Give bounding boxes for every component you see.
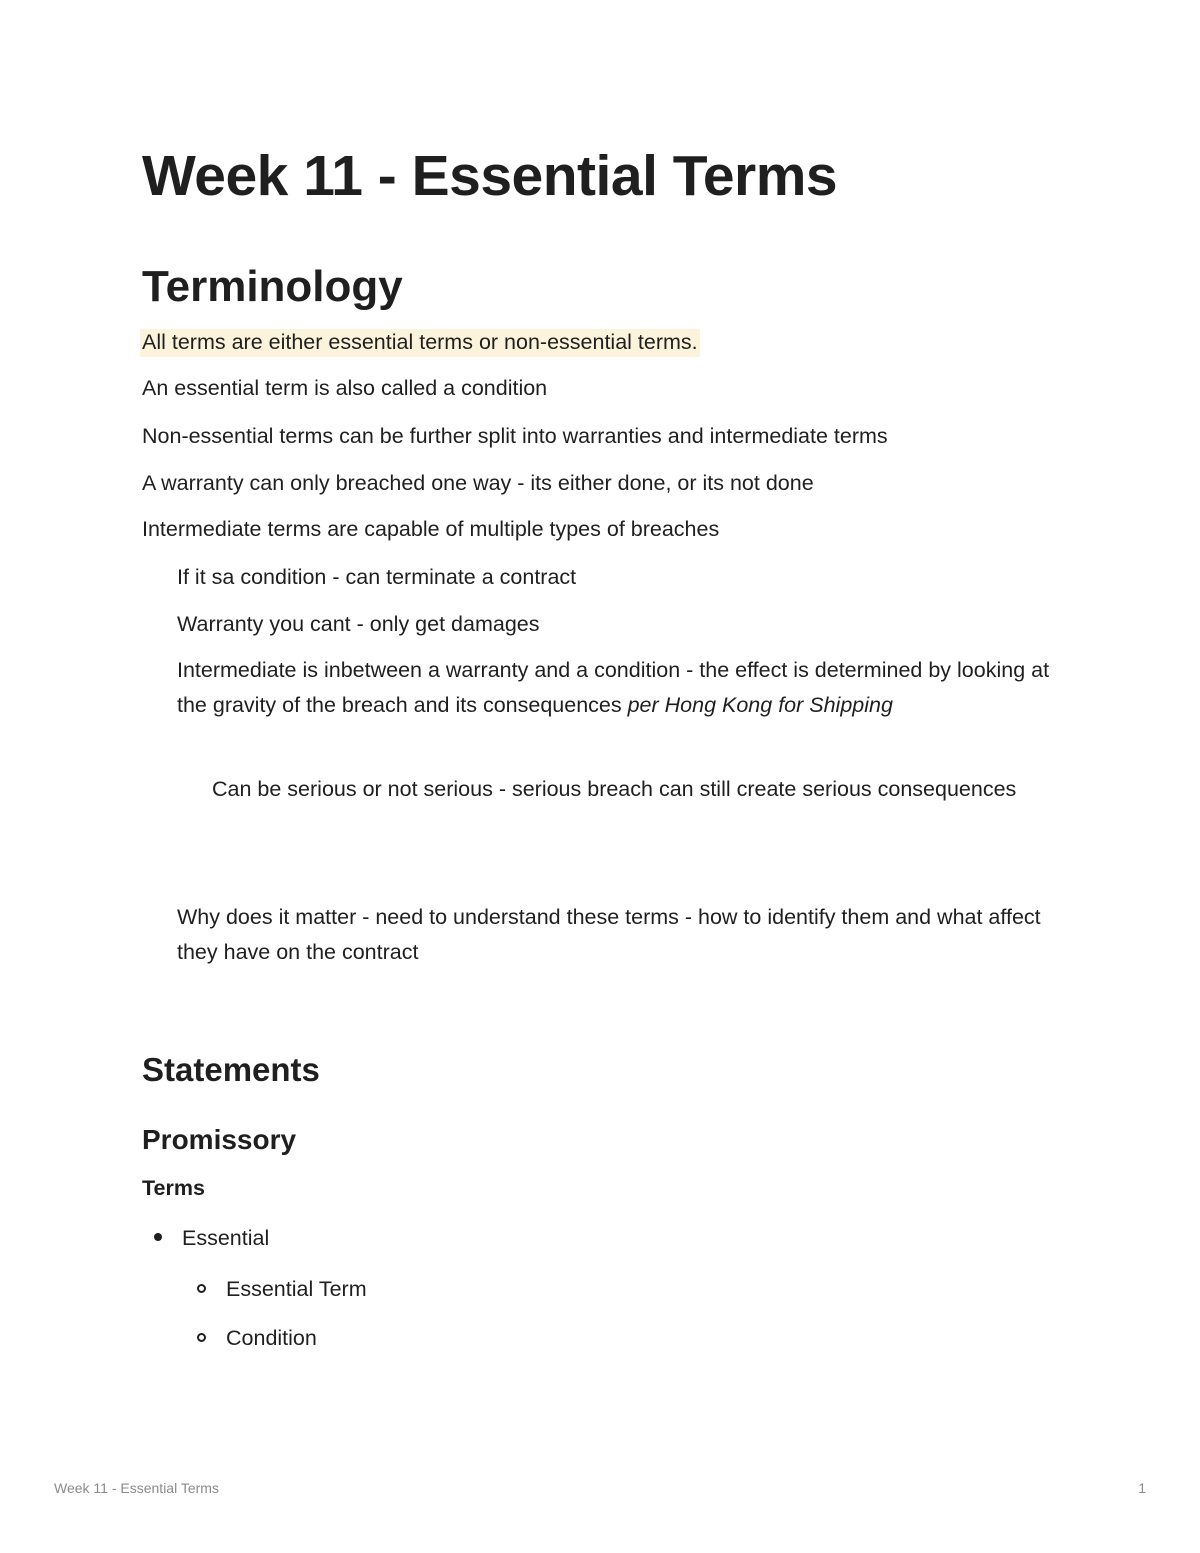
indented-paragraph-wrapped: Why does it matter - need to understand these terms - how to identify them and what affect they have on the contract bbox=[177, 905, 1041, 964]
list-item-label: Condition bbox=[226, 1326, 317, 1350]
list-item-label: Essential Term bbox=[226, 1277, 367, 1301]
indented-paragraph: If it sa condition - can terminate a contract bbox=[177, 565, 577, 589]
list-item-label: Essential bbox=[182, 1226, 270, 1250]
list-item bbox=[197, 1321, 317, 1356]
nested-paragraph: Can be serious or not serious - serious breach can still create serious consequences bbox=[212, 777, 1017, 801]
page-title: Week 11 - Essential Terms bbox=[142, 144, 838, 208]
heading-terminology: Terminology bbox=[142, 262, 403, 311]
heading-terms: Terms bbox=[142, 1176, 205, 1200]
list-item bbox=[197, 1272, 367, 1307]
paragraph: Non-essential terms can be further split into warranties and intermediate terms bbox=[142, 424, 888, 448]
page-number: 1 bbox=[1138, 1480, 1146, 1496]
bullet-circle-icon bbox=[197, 1284, 206, 1293]
paragraph-text: Intermediate is inbetween a warranty and a condition - the effect is determined by looking at the gravity of the breach and its consequences bbox=[177, 658, 1050, 717]
bullet-circle-icon bbox=[197, 1333, 206, 1342]
bullet-dot-icon bbox=[154, 1233, 162, 1241]
case-citation: per Hong Kong for Shipping bbox=[627, 693, 893, 717]
indented-paragraph: Warranty you cant - only get damages bbox=[177, 612, 540, 636]
paragraph-highlighted bbox=[142, 325, 700, 360]
paragraph: Intermediate terms are capable of multiple types of breaches bbox=[142, 517, 720, 541]
paragraph: An essential term is also called a condition bbox=[142, 376, 548, 400]
paragraph: A warranty can only breached one way - its either done, or its not done bbox=[142, 471, 814, 495]
list-item bbox=[154, 1221, 269, 1256]
heading-statements: Statements bbox=[142, 1051, 320, 1088]
heading-promissory: Promissory bbox=[142, 1124, 297, 1155]
footer-title: Week 11 - Essential Terms bbox=[54, 1480, 219, 1496]
highlighted-text: All terms are either essential terms or non-essential terms. bbox=[140, 329, 700, 357]
indented-paragraph-wrapped bbox=[177, 653, 1067, 723]
